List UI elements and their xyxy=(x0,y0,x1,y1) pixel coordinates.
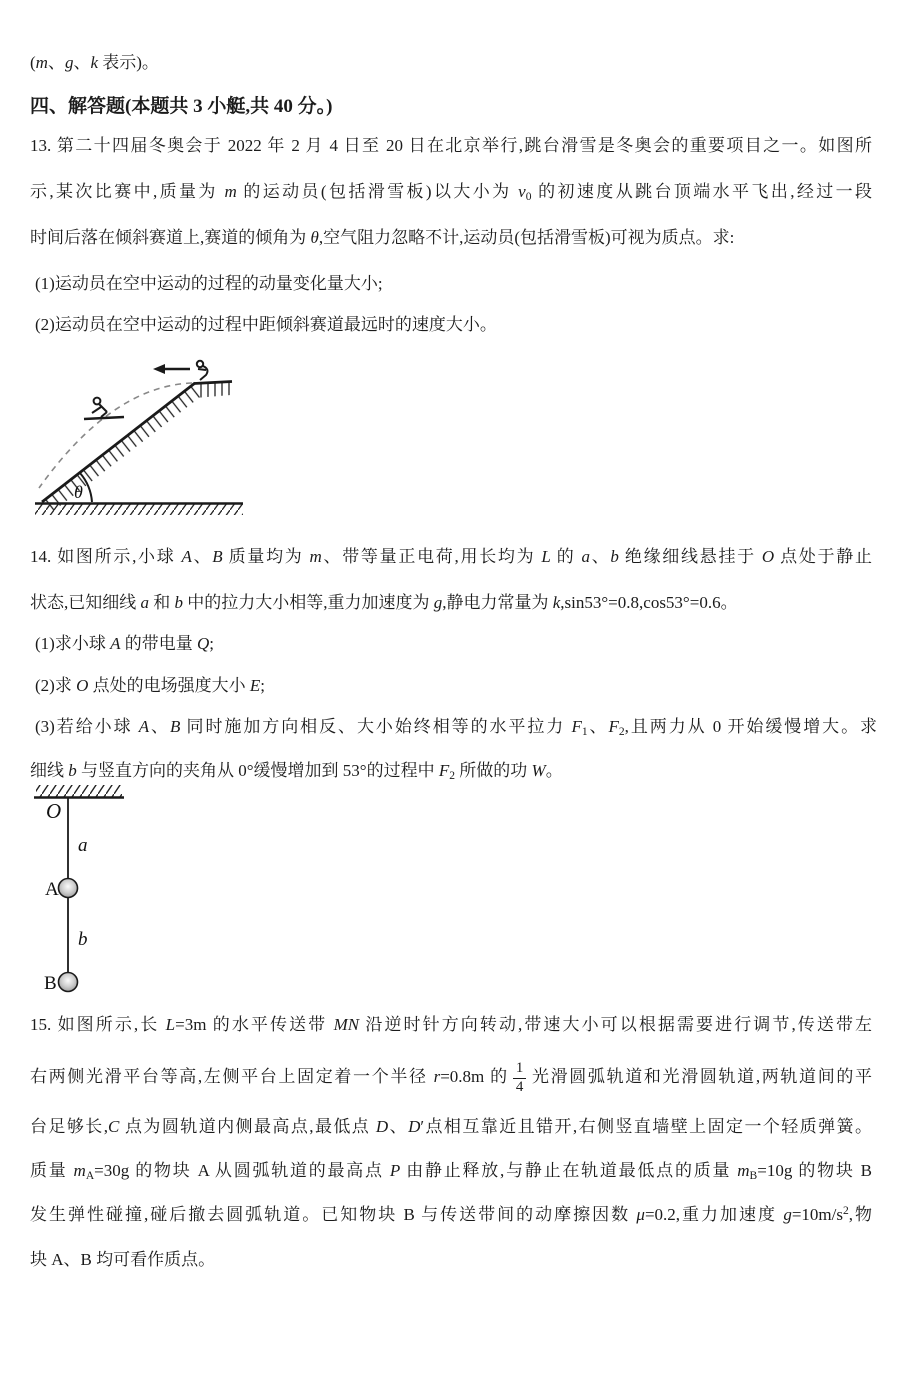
trajectory-dashed-path xyxy=(39,383,192,488)
skier-top-icon xyxy=(197,361,208,380)
problem-15-line-3: 台足够长,C 点为圆轨道内侧最高点,最低点 D、D′点相互靠近且错开,右侧竖直墙壁上固定一个轻质弹簧。 xyxy=(30,1117,873,1136)
problem-13-question-2: (2)运动员在空中运动的过程中距倾斜赛道最远时的速度大小。 xyxy=(35,315,497,334)
string-a-label: a xyxy=(78,835,88,856)
section-header: 四、解答题(本题共 3 小艇,共 40 分。) xyxy=(30,96,333,117)
plateau-line xyxy=(194,382,232,384)
problem-14-question-3-line-2: 细线 b 与竖直方向的夹角从 0°缓慢增加到 53°的过程中 F2 所做的功 W。 xyxy=(30,761,563,783)
problem-15-line-2: 右两侧光滑平台等高,左侧平台上固定着一个半径 r=0.8m 的 $\frac{1}{4}$ 光滑圆弧轨道和光滑圆轨道,两轨道间的平 xyxy=(30,1060,873,1095)
ski-board-line xyxy=(84,417,124,419)
ground-hatch xyxy=(35,504,243,515)
problem-13-question-1: (1)运动员在空中运动的过程的动量变化量大小; xyxy=(35,274,383,293)
problem-15-line-6: 块 A、B 均可看作质点。 xyxy=(30,1250,216,1269)
problem-14-question-1: (1)求小球 A 的带电量 Q; xyxy=(35,634,214,653)
incline-hatch xyxy=(42,383,204,513)
theta-label: θ xyxy=(74,482,83,502)
string-b-label: b xyxy=(78,929,88,950)
problem-15-line-1: 15. 如图所示,长 L=3m 的水平传送带 MN 沿逆时针方向转动,带速大小可以根据需要进行调节,传送带左 xyxy=(30,1015,873,1034)
ball-A-label: A xyxy=(45,879,59,900)
incline-line xyxy=(42,383,195,502)
problem-14-line-2: 状态,已知细线 a 和 b 中的拉力大小相等,重力加速度为 g,静电力常量为 k,sin53°=0.8,cos53°=0.6。 xyxy=(30,593,738,612)
problem-14-question-3-line-1: (3)若给小球 A、B 同时施加方向相反、大小始终相等的水平拉力 F1、F2,且两力从 0 开始缓慢增大。求 xyxy=(35,717,878,739)
arrow-left-icon xyxy=(153,364,190,374)
expression-note-line: (m、g、k 表示)。 xyxy=(30,53,159,72)
problem-15-line-4: 质量 mA=30g 的物块 A 从圆弧轨道的最高点 P 由静止释放,与静止在轨道最低点的质量 mB=10g 的物块 B xyxy=(30,1161,872,1183)
problem-14-line-1: 14. 如图所示,小球 A、B 质量均为 m、带等量正电荷,用长均为 L 的 a、b 绝缘细线悬挂于 O 点处于静止 xyxy=(30,547,872,566)
figure-ski-jump xyxy=(30,356,322,536)
problem-13-line-3: 时间后落在倾斜赛道上,赛道的倾角为 θ,空气阻力忽略不计,运动员(包括滑雪板)可视为质点。求: xyxy=(30,228,735,247)
ball-A xyxy=(59,879,78,898)
problem-13-line-1: 13. 第二十四届冬奥会于 2022 年 2 月 4 日至 20 日在北京举行,跳台滑雪是冬奥会的重要项目之一。如图所 xyxy=(30,136,872,155)
problem-13-line-2: 示,某次比赛中,质量为 m 的运动员(包括滑雪板)以大小为 v0 的初速度从跳台顶端水平飞出,经过一段 xyxy=(30,182,873,204)
problem-15-line-5: 发生弹性碰撞,碰后撤去圆弧轨道。已知物块 B 与传送带间的动摩擦因数 μ=0.2,重力加速度 $g=10m/s^2$,物 xyxy=(30,1204,873,1224)
point-O-label: O xyxy=(46,799,62,823)
ball-B-label: B xyxy=(44,973,57,994)
ball-B xyxy=(59,973,78,992)
problem-14-question-2: (2)求 O 点处的电场强度大小 E; xyxy=(35,676,265,695)
figure-charged-balls xyxy=(26,782,136,1008)
ceiling-hatch xyxy=(36,785,122,797)
